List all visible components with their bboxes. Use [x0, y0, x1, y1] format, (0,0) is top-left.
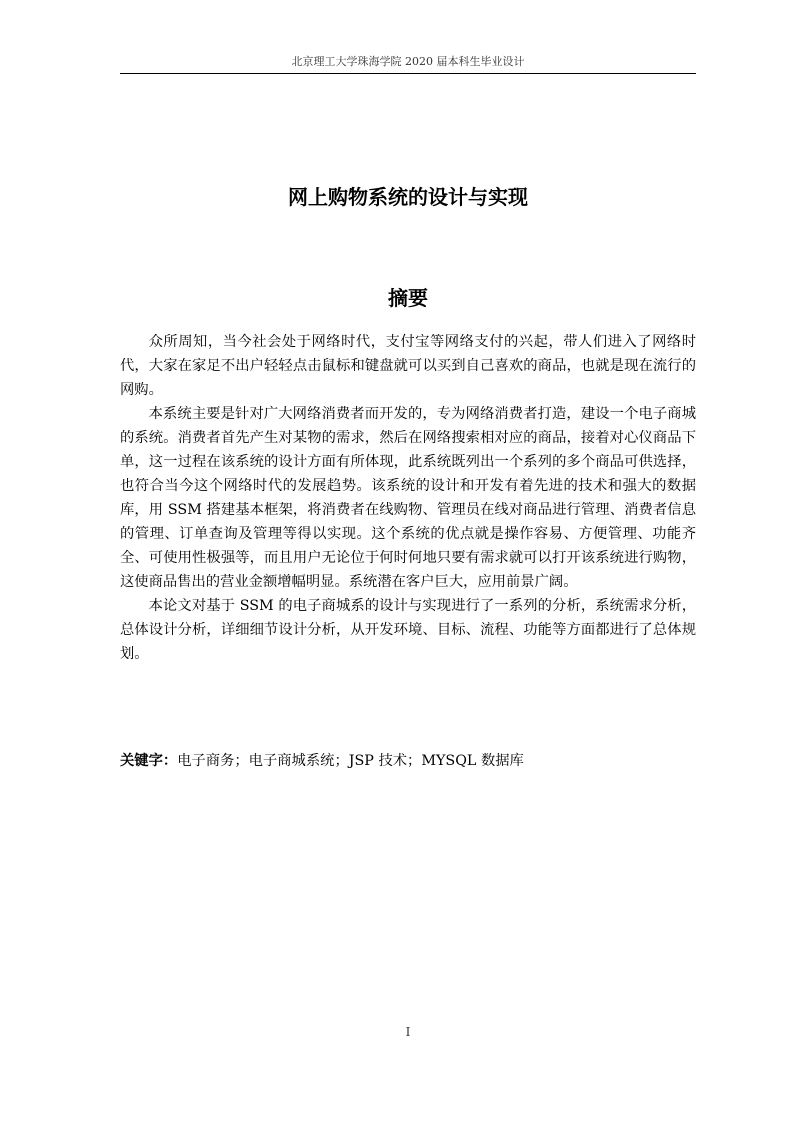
- abstract-body: [120, 330, 696, 666]
- abstract-paragraph-3: 本论文对基于 SSM 的电子商城系的设计与实现进行了一系列的分析，系统需求分析，总体设计分析，详细细节设计分析，从开发环境、目标、流程、功能等方面都进行了总体规划。: [120, 598, 696, 662]
- document-title: 网上购物系统的设计与实现: [288, 185, 528, 209]
- keywords-label: 关键字：: [120, 753, 178, 769]
- abstract-heading: 摘要: [388, 286, 428, 310]
- keywords-text: 电子商务；电子商城系统；JSP 技术；MYSQL 数据库: [177, 753, 524, 769]
- keywords-line: [120, 749, 696, 773]
- running-header: 北京理工大学珠海学院 2020 届本科生毕业设计: [291, 55, 525, 68]
- abstract-paragraph-2: 本系统主要是针对广大网络消费者而开发的，专为网络消费者打造，建设一个电子商城的系统。消费者首先产生对某物的需求，然后在网络搜索相对应的商品，接着对心仪商品下单，这一过程在该系统的设计方面有所体现，此系统既列出一个系列的多个商品可供选择，也符合当今这个网络时代的发展趋势。该系统的设计和开发有着先进的技术和强大的数据库，用 SSM 搭建基本框架，将消费者在线购物、管理员在线对商品进行管理、消费者信息的管理、订单查询及管理等得以实现。这个系统的优点就是操作容易、方便管理、功能齐全、可使用性极强等，而且用户无论位于何时何地只要有需求就可以打开该系统进行购物，这使商品售出的营业金额增幅明显。系统潜在客户巨大，应用前景广阔。: [120, 406, 696, 590]
- abstract-paragraph-1: 众所周知，当今社会处于网络时代，支付宝等网络支付的兴起，带人们进入了网络时代，大家在家足不出户轻轻点击鼠标和键盘就可以买到自己喜欢的商品，也就是现在流行的网购。: [120, 334, 696, 398]
- header-divider: [120, 73, 696, 74]
- page-number: I: [405, 1025, 411, 1039]
